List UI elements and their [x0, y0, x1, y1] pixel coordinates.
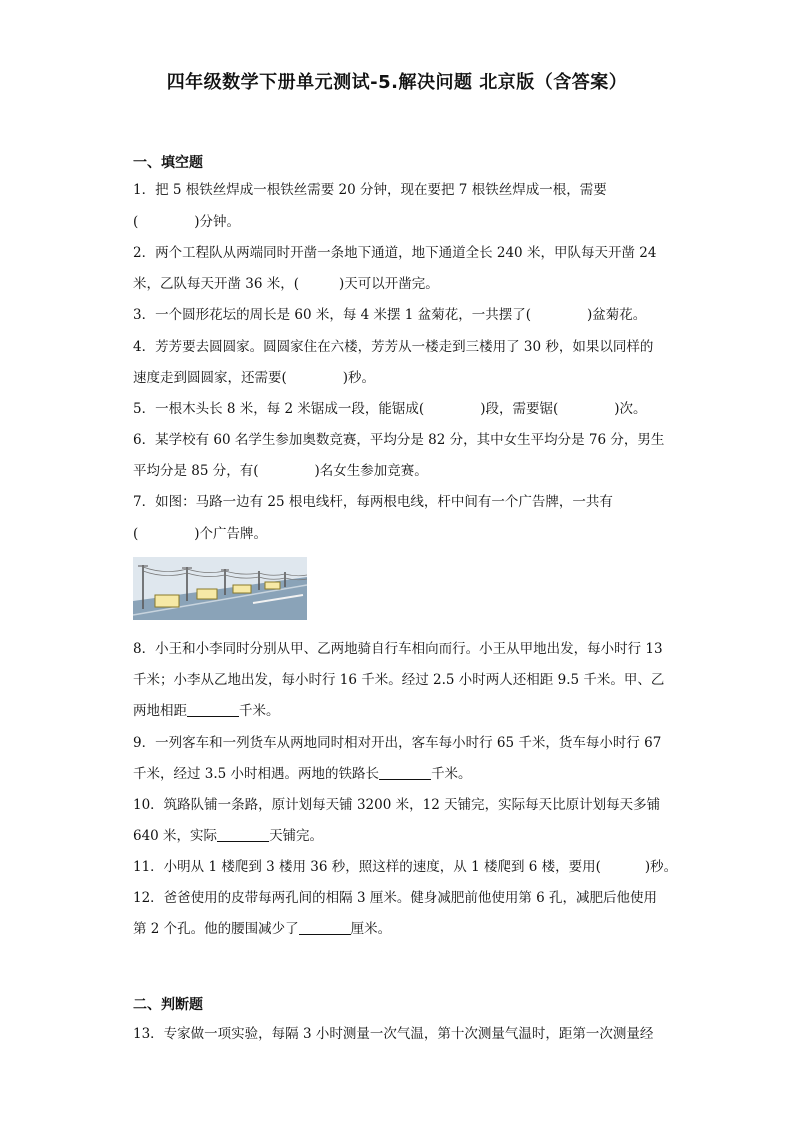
question-3: 3．一个圆形花坛的周长是 60 米，每 4 米摆 1 盆菊花，一共摆了( )盆菊花。 — [133, 307, 647, 323]
question-7-line-1: 7．如图：马路一边有 25 根电线杆，每两根电线，杆中间有一个广告牌，一共有 — [133, 494, 613, 510]
question-6-line-2: 平均分是 85 分，有( )名女生参加竞赛。 — [133, 463, 428, 479]
question-2-line-2: 米，乙队每天开凿 36 米，( )天可以开凿完。 — [133, 276, 439, 292]
question-11: 11．小明从 1 楼爬到 3 楼用 36 秒，照这样的速度，从 1 楼爬到 6 楼，要用( )秒。 — [133, 859, 678, 875]
answer-underline[interactable] — [217, 827, 269, 842]
question-4-line-2: 速度走到圆圆家，还需要( )秒。 — [133, 370, 376, 386]
question-1-line-2: ( )分钟。 — [133, 214, 241, 230]
answer-underline[interactable] — [379, 765, 431, 780]
question-12-line-2: 第 2 个孔。他的腰围减少了 厘米。 — [133, 921, 392, 937]
section-heading-true-false: 二、判断题 — [133, 997, 203, 1013]
question-8-line-1: 8．小王和小李同时分别从甲、乙两地骑自行车相向而行。小王从甲地出发，每小时行 13 — [133, 641, 663, 657]
document-title: 四年级数学下册单元测试-5.解决问题 北京版（含答案） — [166, 72, 628, 93]
question-6-line-1: 6．某学校有 60 名学生参加奥数竞赛，平均分是 82 分，其中女生平均分是 76 分，男生 — [133, 432, 665, 448]
question-7-line-2: ( )个广告牌。 — [133, 526, 268, 542]
road-poles-billboards-illustration — [133, 557, 307, 620]
section-heading-fill-in: 一、填空题 — [133, 155, 203, 171]
question-9-line-2: 千米，经过 3.5 小时相遇。两地的铁路长 千米。 — [133, 766, 472, 782]
question-4-line-1: 4．芳芳要去圆圆家。圆圆家住在六楼，芳芳从一楼走到三楼用了 30 秒，如果以同样的 — [133, 339, 654, 355]
answer-underline[interactable] — [187, 702, 239, 717]
question-9-line-1: 9．一列客车和一列货车从两地同时相对开出，客车每小时行 65 千米，货车每小时行 67 — [133, 735, 662, 751]
question-1-line-1: 1．把 5 根铁丝焊成一根铁丝需要 20 分钟，现在要把 7 根铁丝焊成一根，需要 — [133, 182, 607, 198]
question-2-line-1: 2．两个工程队从两端同时开凿一条地下通道，地下通道全长 240 米，甲队每天开凿 24 — [133, 245, 657, 261]
question-13-line-1: 13．专家做一项实验，每隔 3 小时测量一次气温，第十次测量气温时，距第一次测量经 — [133, 1026, 654, 1042]
question-10-line-2: 640 米，实际 天铺完。 — [133, 828, 324, 844]
question-8-line-3: 两地相距 千米。 — [133, 703, 280, 719]
question-5: 5．一根木头长 8 米，每 2 米锯成一段，能锯成( )段，需要锯( )次。 — [133, 401, 647, 417]
question-8-line-2: 千米；小李从乙地出发，每小时行 16 千米。经过 2.5 小时两人还相距 9.5 千米。甲、乙 — [133, 672, 665, 688]
question-10-line-1: 10．筑路队铺一条路，原计划每天铺 3200 米，12 天铺完，实际每天比原计划每天多铺 — [133, 797, 661, 813]
question-12-line-1: 12．爸爸使用的皮带每两孔间的相隔 3 厘米。健身减肥前他使用第 6 孔，减肥后他使用 — [133, 890, 658, 906]
answer-underline[interactable] — [299, 920, 351, 935]
